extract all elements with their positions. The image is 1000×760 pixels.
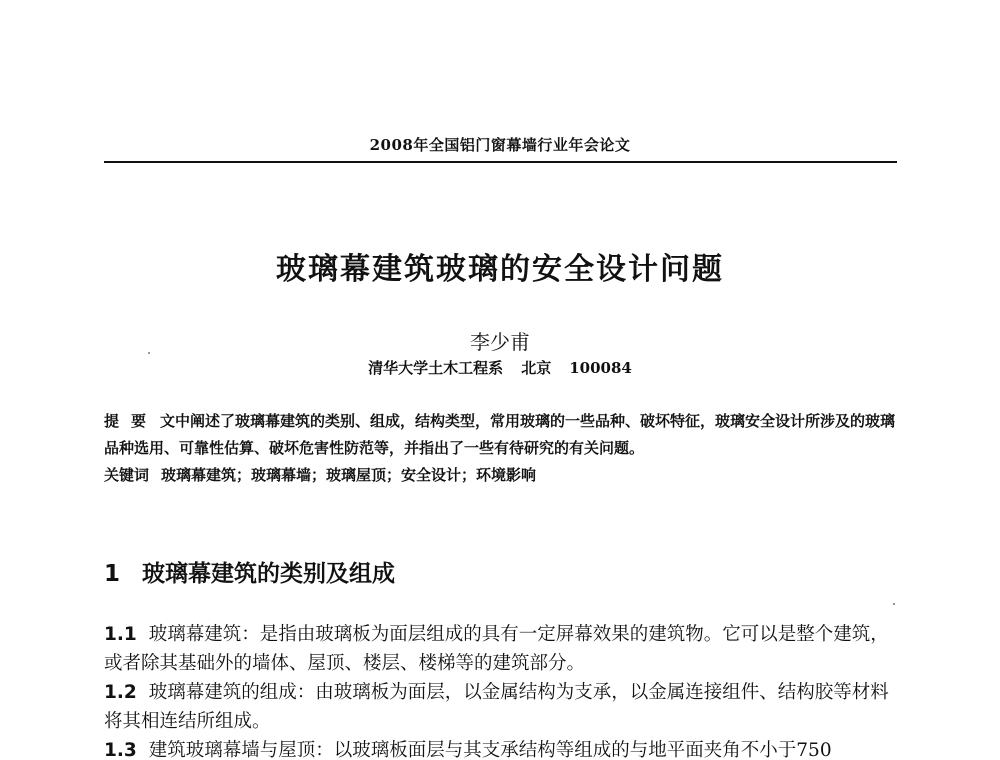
section-number: 1	[104, 561, 121, 587]
running-head: 2008年全国铝门窗幕墙行业年会论文	[369, 136, 631, 154]
subsection-paragraph	[104, 736, 897, 760]
affiliation-city: 北京	[521, 359, 552, 377]
author-name: 李少甫	[470, 330, 530, 354]
subsection-paragraph	[104, 620, 897, 678]
scan-speck	[148, 352, 150, 354]
keywords-label: 关键词	[104, 466, 150, 484]
subsection-text: 建筑玻璃幕墙与屋顶：以玻璃板面层与其支承结构等组成的与地平面夹角不小于750	[148, 740, 832, 760]
keywords-text: 玻璃幕建筑；玻璃幕墙；玻璃屋顶；安全设计；环境影响	[161, 466, 537, 484]
paper-title: 玻璃幕建筑玻璃的安全设计问题	[276, 252, 724, 287]
subsection-paragraph	[104, 678, 897, 736]
affiliation	[0, 357, 1000, 378]
section-title: 玻璃幕建筑的类别及组成	[142, 561, 396, 587]
subsection-text: 玻璃幕建筑：是指由玻璃板为面层组成的具有一定屏幕效果的建筑物。它可以是整个建筑，或者除其基础外的墙体、屋顶、楼层、楼梯等的建筑部分。	[104, 624, 889, 674]
subsection-number: 1.2	[104, 682, 137, 703]
scan-speck	[893, 603, 895, 605]
section-body	[104, 620, 897, 760]
affiliation-postcode: 100084	[569, 359, 632, 377]
section-heading	[104, 555, 395, 588]
subsection-text: 玻璃幕建筑的组成：由玻璃板为面层，以金属结构为支承，以金属连接组件、结构胶等材料将其相连结所组成。	[104, 682, 889, 732]
abstract-text: 文中阐述了玻璃幕建筑的类别、组成，结构类型，常用玻璃的一些品种、破坏特征，玻璃安全设计所涉及的玻璃品种选用、可靠性估算、破坏危害性防范等，并指出了一些有待研究的有关问题。	[104, 412, 896, 457]
affiliation-department: 清华大学土木工程系	[368, 359, 504, 377]
subsection-number: 1.3	[104, 740, 137, 760]
abstract-block	[104, 408, 897, 489]
abstract-paragraph	[104, 408, 897, 462]
header-rule	[104, 161, 897, 163]
keywords-paragraph	[104, 462, 897, 489]
abstract-label: 提要	[104, 412, 159, 430]
subsection-number: 1.1	[104, 624, 137, 645]
